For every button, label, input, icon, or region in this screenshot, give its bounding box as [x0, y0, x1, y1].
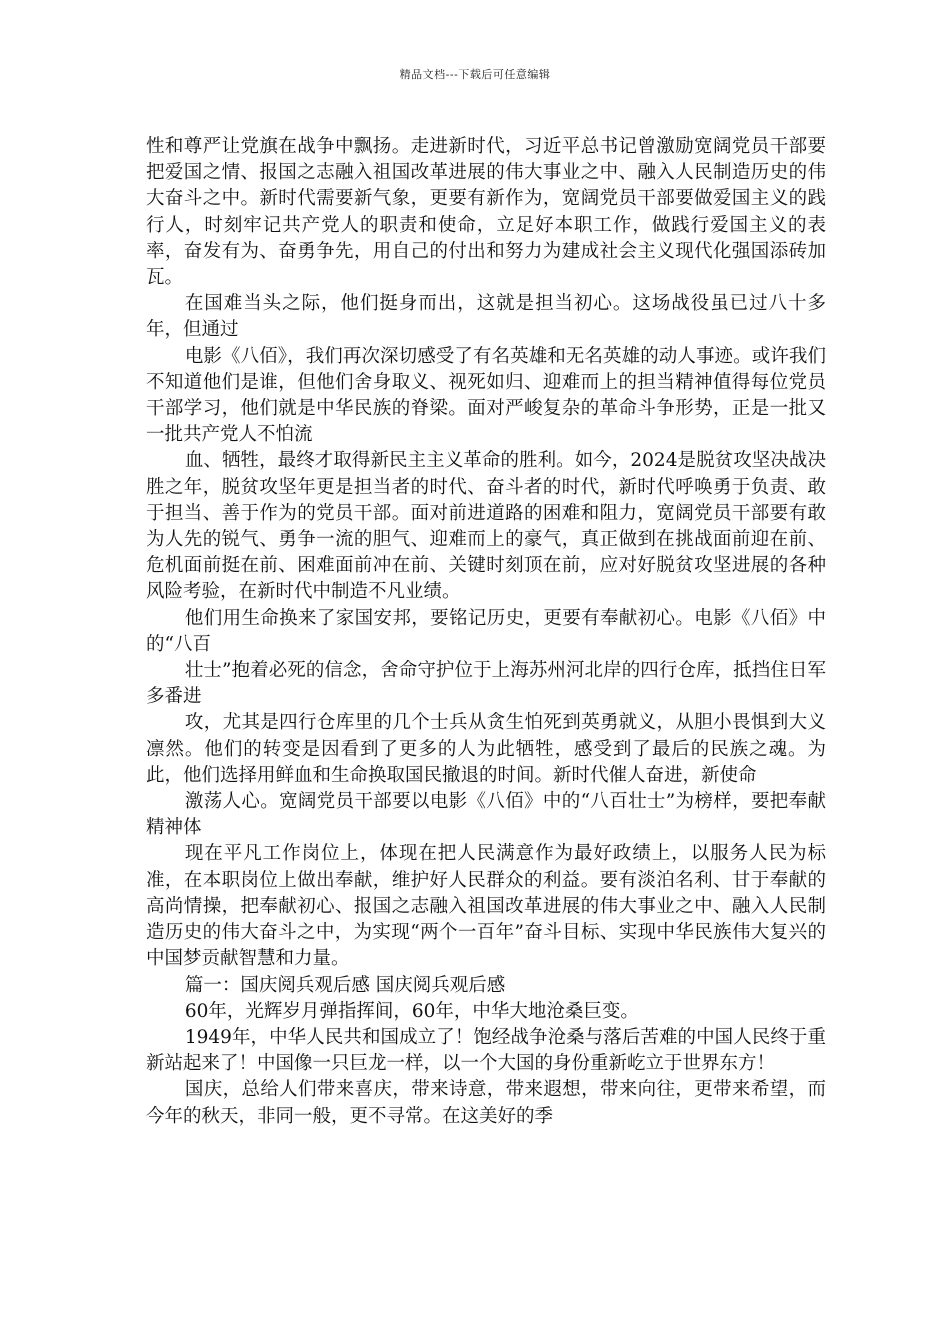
paragraph-3: 电影《八佰》，我们再次深切感受了有名英雄和无名英雄的动人事迹。或许我们不知道他们是谁，但他们舍身取义、视死如归、迎难而上的担当精神值得每位党员干部学习，他们就是中华民族的脊梁。面对严峻复杂的革命斗争形势，正是一批又一批共产党人不怕流 [146, 345, 826, 446]
paragraph-13: 国庆，总给人们带来喜庆，带来诗意，带来遐想，带来向往，更带来希望，而今年的秋天，非同一般，更不寻常。在这美好的季 [146, 1079, 826, 1127]
document-body [146, 134, 826, 1130]
paragraph-12: 1949年，中华人民共和国成立了！饱经战争沧桑与落后苦难的中国人民终于重新站起来了！中国像一只巨龙一样，以一个大国的身份重新屹立于世界东方！ [146, 1026, 826, 1075]
paragraph-9: 现在平凡工作岗位上，体现在把人民满意作为最好政绩上，以服务人民为标准，在本职岗位上做出奉献，维护好人民群众的利益。要有淡泊名利、甘于奉献的高尚情操，把奉献初心、报国之志融入祖国改革进展的伟大事业之中、融入人民制造历史的伟大奋斗之中，为实现“两个一百年”奋斗目标、实现中华民族伟大复兴的中国梦贡献智慧和力量。 [146, 843, 826, 970]
paragraph-11: 60年，光辉岁月弹指挥间，60年，中华大地沧桑巨变。 [184, 1000, 639, 1022]
paragraph-6: 壮士”抱着必死的信念，舍命守护位于上海苏州河北岸的四行仓库，抵挡住日军多番进 [146, 660, 826, 708]
page-header: 精品文档---下载后可任意编辑 [399, 68, 551, 81]
paragraph-5: 他们用生命换来了家国安邦，要铭记历史，更要有奉献初心。电影《八佰》中的“八百 [146, 607, 826, 655]
paragraph-2: 在国难当头之际，他们挺身而出，这就是担当初心。这场战役虽已过八十多年，但通过 [146, 293, 826, 341]
paragraph-4: 血、牺牲，最终才取得新民主主义革命的胜利。如今，2024是脱贫攻坚决战决胜之年，脱贫攻坚年更是担当者的时代、奋斗者的时代，新时代呼唤勇于负责、敢于担当、善于作为的党员干部。面对前进道路的困难和阻力，宽阔党员干部要有敢为人先的锐气、勇争一流的胆气、迎难而上的豪气，真正做到在挑战面前迎在前、危机面前挺在前、困难面前冲在前、关键时刻顶在前，应对好脱贫攻坚进展的各种风险考验，在新时代中制造不凡业绩。 [146, 450, 826, 603]
paragraph-8: 激荡人心。宽阔党员干部要以电影《八佰》中的“八百壮士”为榜样，要把奉献精神体 [146, 791, 826, 839]
paragraph-7: 攻，尤其是四行仓库里的几个士兵从贪生怕死到英勇就义，从胆小畏惧到大义凛然。他们的转变是因看到了更多的人为此牺牲，感受到了最后的民族之魂。为此，他们选择用鲜血和生命换取国民撤退的时间。新时代催人奋进，新使命 [146, 712, 826, 786]
paragraph-10: 篇一：国庆阅兵观后感 国庆阅兵观后感 [184, 974, 506, 996]
paragraph-1: 性和尊严让党旗在战争中飘扬。走进新时代，习近平总书记曾激励宽阔党员干部要把爱国之情、报国之志融入祖国改革进展的伟大事业之中、融入人民制造历史的伟大奋斗之中。新时代需要新气象，更要有新作为，宽阔党员干部要做爱国主义的践行人，时刻牢记共产党人的职责和使命，立足好本职工作，做践行爱国主义的表率，奋发有为、奋勇争先，用自己的付出和努力为建成社会主义现代化强国添砖加瓦。 [146, 136, 826, 289]
